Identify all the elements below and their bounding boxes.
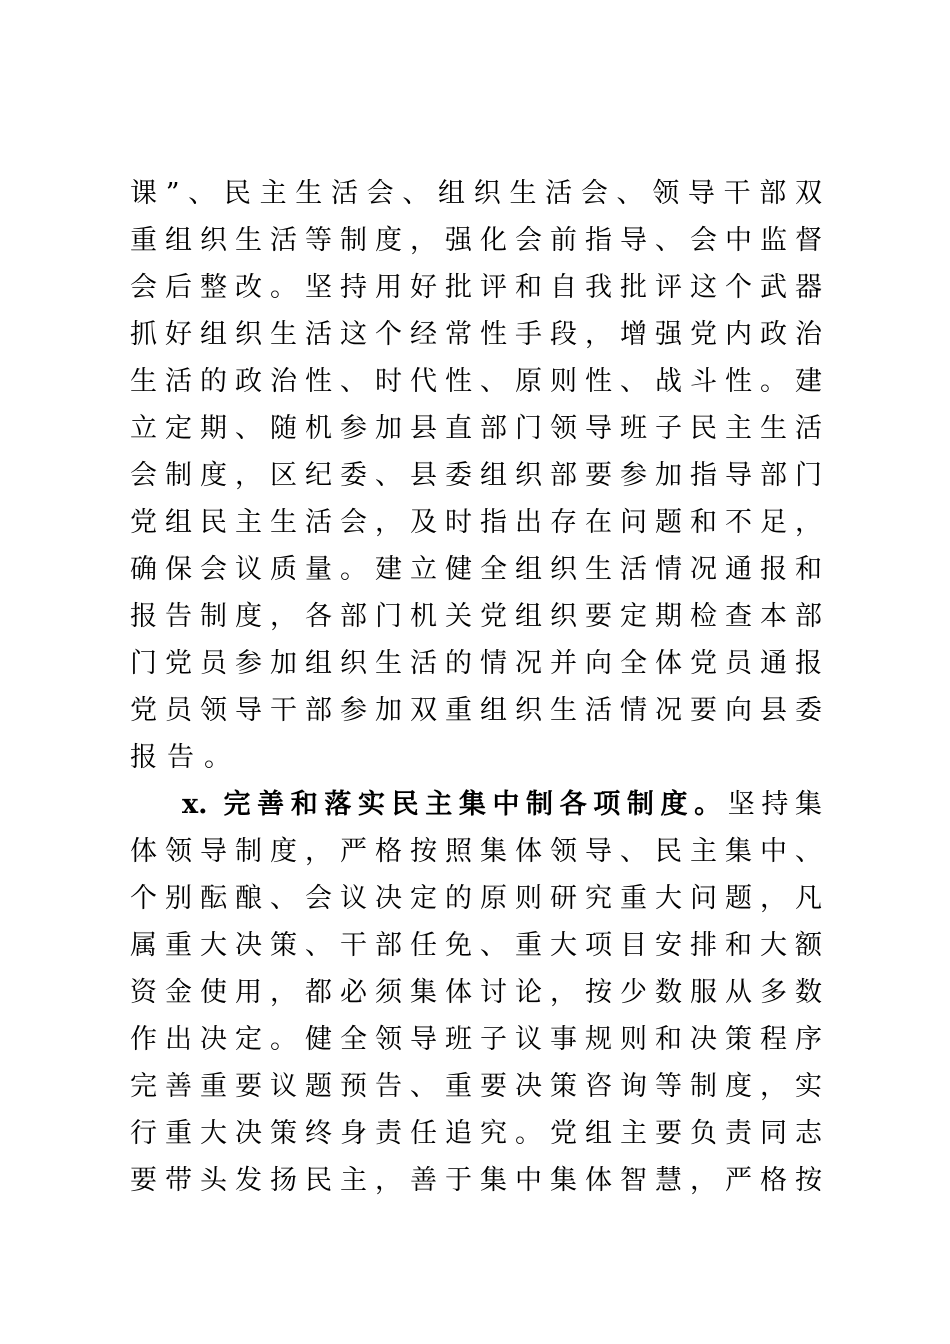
text-line: 抓好组织生活这个经常性手段，增强党内政治 <box>130 319 822 350</box>
text-line: 报告。 <box>130 742 241 773</box>
section-heading: x. 完善和落实民主集中制各项制度。 <box>182 789 728 820</box>
text-line: 报告制度，各部门机关党组织要定期检查本部 <box>130 601 822 632</box>
text-line: 课”、民主生活会、组织生活会、领导干部双 <box>130 178 822 209</box>
text-line: 生活的政治性、时代性、原则性、战斗性。建 <box>130 366 822 397</box>
text-line: 党员领导干部参加双重组织生活情况要向县委 <box>130 695 822 726</box>
text-line: 完善重要议题预告、重要决策咨询等制度，实 <box>130 1071 822 1102</box>
text-line: 会制度，区纪委、县委组织部要参加指导部门 <box>130 460 822 491</box>
body-text <box>130 170 822 1204</box>
text-line: 作出决定。健全领导班子议事规则和决策程序 <box>130 1024 822 1055</box>
text-line: 要带头发扬民主，善于集中集体智慧，严格按 <box>130 1165 822 1196</box>
section-first-line-rest: 坚持集 <box>727 789 822 820</box>
text-line: 会后整改。坚持用好批评和自我批评这个武器 <box>130 272 822 303</box>
section-first-line <box>130 781 822 828</box>
text-line: 体领导制度，严格按照集体领导、民主集中、 <box>130 836 822 867</box>
text-line: 属重大决策、干部任免、重大项目安排和大额 <box>130 930 822 961</box>
text-line: 确保会议质量。建立健全组织生活情况通报和 <box>130 554 822 585</box>
text-line: 个别酝酿、会议决定的原则研究重大问题，凡 <box>130 883 822 914</box>
text-line: 重组织生活等制度，强化会前指导、会中监督 <box>130 225 822 256</box>
text-line: 资金使用，都必须集体讨论，按少数服从多数 <box>130 977 822 1008</box>
text-line: 立定期、随机参加县直部门领导班子民主生活 <box>130 413 822 444</box>
text-line: 党组民主生活会，及时指出存在问题和不足， <box>130 507 822 538</box>
text-line: 门党员参加组织生活的情况并向全体党员通报 <box>130 648 822 679</box>
text-line: 行重大决策终身责任追究。党组主要负责同志 <box>130 1118 822 1149</box>
